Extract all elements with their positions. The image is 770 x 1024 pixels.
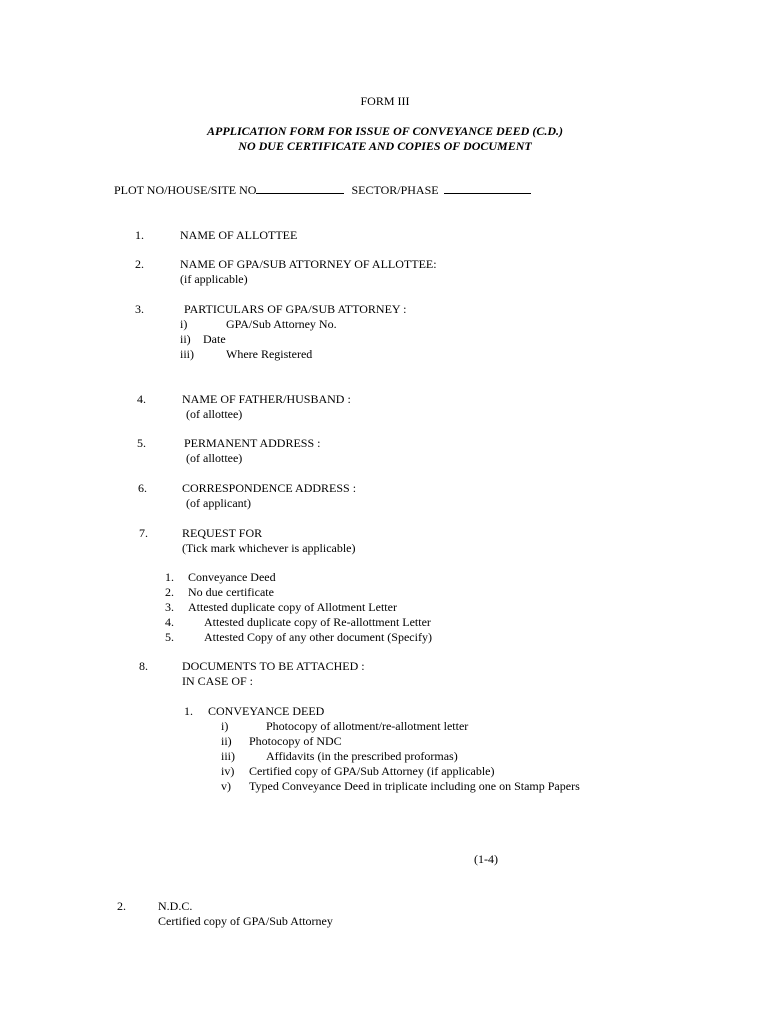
item-1-number: 1. <box>135 228 144 242</box>
form-title-line-2: NO DUE CERTIFICATE AND COPIES OF DOCUMENT <box>238 139 532 153</box>
case-1-doc-text: Photocopy of NDC <box>249 734 342 748</box>
request-option-number: 5. <box>165 630 174 644</box>
item-8-number: 8. <box>139 659 148 673</box>
request-option-number: 2. <box>165 585 174 599</box>
sector-blank[interactable] <box>444 183 531 194</box>
form-title-line-1: APPLICATION FORM FOR ISSUE OF CONVEYANCE DEED (C.D.) <box>207 124 563 138</box>
case-2-number: 2. <box>117 899 126 913</box>
item-7-number: 7. <box>139 526 148 540</box>
case-2-title: N.D.C. <box>158 899 193 913</box>
item-2-number: 2. <box>135 257 144 271</box>
request-option-allotment-letter: Attested duplicate copy of Allotment Letter <box>188 600 397 614</box>
case-1-title: CONVEYANCE DEED <box>208 704 325 718</box>
plot-label: PLOT NO/HOUSE/SITE NO <box>114 183 257 197</box>
item-3-label: PARTICULARS OF GPA/SUB ATTORNEY : <box>184 302 407 316</box>
item-7-note: (Tick mark whichever is applicable) <box>182 541 356 555</box>
request-option-other-document: Attested Copy of any other document (Specify) <box>204 630 432 644</box>
case-2-text: Certified copy of GPA/Sub Attorney <box>158 914 333 928</box>
case-1-doc-text: Certified copy of GPA/Sub Attorney (if applicable) <box>249 764 495 778</box>
item-7-label: REQUEST FOR <box>182 526 263 540</box>
item-3-sub-text: GPA/Sub Attorney No. <box>226 317 337 331</box>
item-2-label: NAME OF GPA/SUB ATTORNEY OF ALLOTTEE: <box>180 257 437 271</box>
item-2-note: (if applicable) <box>180 272 248 286</box>
case-1-doc-text: Affidavits (in the prescribed proformas) <box>266 749 458 763</box>
case-1-doc-number: i) <box>221 719 229 733</box>
item-6-label: CORRESPONDENCE ADDRESS : <box>182 481 357 495</box>
plot-line <box>114 183 531 198</box>
item-5-number: 5. <box>137 436 146 450</box>
case-1-doc-text: Photocopy of allotment/re-allotment letter <box>266 719 469 733</box>
request-option-number: 4. <box>165 615 174 629</box>
item-3-sub-num: ii) <box>180 332 191 346</box>
item-3-number: 3. <box>135 302 144 316</box>
case-1-doc-number: iv) <box>221 764 235 778</box>
item-4-label: NAME OF FATHER/HUSBAND : <box>182 392 351 406</box>
request-option-reallotment-letter: Attested duplicate copy of Re-allottment Letter <box>204 615 431 629</box>
item-3-sub-text: Date <box>203 332 226 346</box>
item-6-note: (of applicant) <box>186 496 251 510</box>
request-option-conveyance-deed: Conveyance Deed <box>188 570 276 584</box>
sector-label: SECTOR/PHASE <box>351 183 439 197</box>
case-1-doc-number: v) <box>221 779 231 793</box>
plot-blank[interactable] <box>256 183 344 194</box>
item-5-label: PERMANENT ADDRESS : <box>184 436 321 450</box>
case-1-doc-number: ii) <box>221 734 232 748</box>
item-5-note: (of allottee) <box>186 451 243 465</box>
item-6-number: 6. <box>138 481 147 495</box>
item-8-label: DOCUMENTS TO BE ATTACHED : <box>182 659 365 673</box>
request-option-number: 3. <box>165 600 174 614</box>
case-1-number: 1. <box>184 704 193 718</box>
item-8-note: IN CASE OF : <box>182 674 254 688</box>
item-4-note: (of allottee) <box>186 407 243 421</box>
item-1-label: NAME OF ALLOTTEE <box>180 228 298 242</box>
case-1-doc-number: iii) <box>221 749 235 763</box>
item-3-sub-text: Where Registered <box>226 347 313 361</box>
page-marker: (1-4) <box>474 852 498 866</box>
item-4-number: 4. <box>137 392 146 406</box>
request-option-no-due-certificate: No due certificate <box>188 585 274 599</box>
request-option-number: 1. <box>165 570 174 584</box>
form-number: FORM III <box>360 94 410 108</box>
item-3-sub-num: i) <box>180 317 188 331</box>
case-1-doc-text: Typed Conveyance Deed in triplicate including one on Stamp Papers <box>249 779 580 793</box>
item-3-sub-num: iii) <box>180 347 194 361</box>
